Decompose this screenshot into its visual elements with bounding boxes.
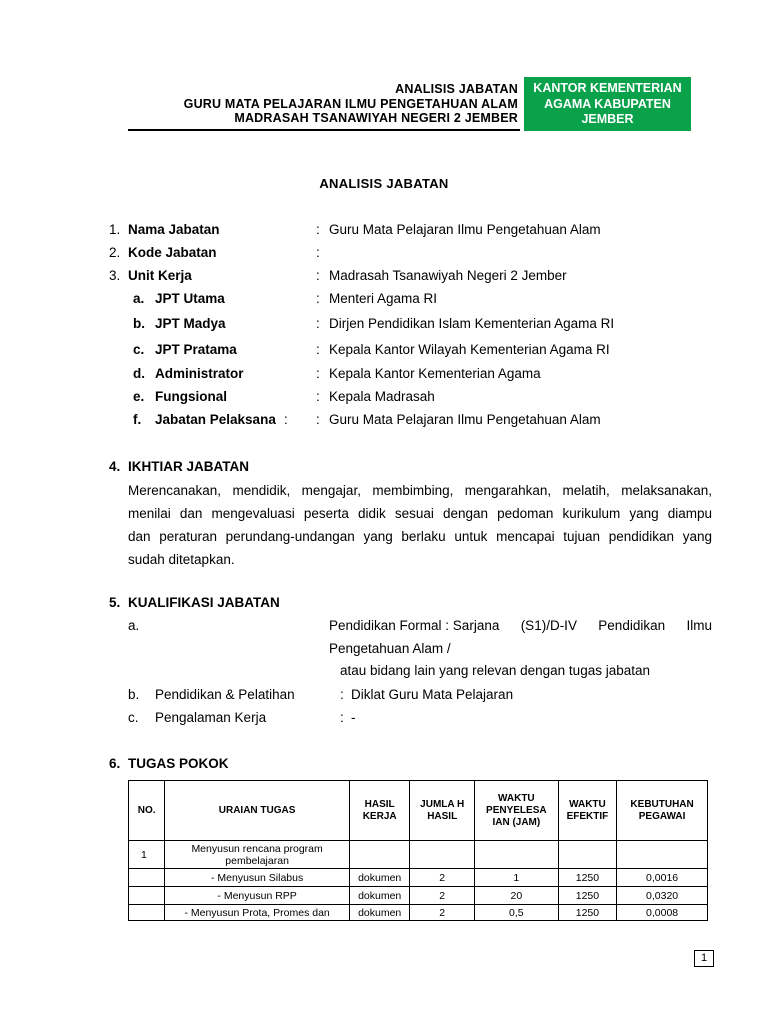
field-num: 1.: [109, 222, 121, 237]
table-cell: 0,0016: [617, 869, 708, 887]
column-header: NO.: [129, 781, 165, 841]
institution-line-2: AGAMA KABUPATEN: [544, 96, 671, 111]
table-cell: [558, 841, 617, 869]
subfield-sep-extra: :: [284, 412, 288, 427]
qualification-word: (S1)/D-IV: [520, 618, 577, 633]
subfield-sep: :: [316, 366, 320, 381]
field-label: Unit Kerja: [128, 268, 192, 283]
table-cell: dokumen: [349, 887, 410, 905]
subfield-label: Jabatan Pelaksana: [155, 412, 276, 427]
qualification-word: Pendidikan Formal : Sarjana: [329, 618, 500, 633]
column-header: URAIAN TUGAS: [165, 781, 350, 841]
table-cell: [129, 905, 165, 921]
table-cell: [617, 841, 708, 869]
table-cell: [474, 841, 558, 869]
table-cell: - Menyusun RPP: [165, 887, 350, 905]
qualification-a-label: a.: [128, 618, 140, 633]
qualification-c-sep: :: [340, 710, 344, 725]
section-heading-kualifikasi: KUALIFIKASI JABATAN: [128, 595, 280, 610]
institution-line-1: KANTOR KEMENTERIAN: [533, 81, 682, 95]
field-sep: :: [316, 268, 320, 283]
table-cell: 0,0320: [617, 887, 708, 905]
qualification-b-label: b.: [128, 687, 140, 702]
table-cell: 2: [410, 869, 475, 887]
subfield-label: JPT Pratama: [155, 342, 237, 357]
subfield-sep: :: [316, 412, 320, 427]
field-num: 3.: [109, 268, 121, 283]
table-cell: 1250: [558, 905, 617, 921]
page-title: ANALISIS JABATAN: [319, 176, 449, 191]
field-value: Madrasah Tsanawiyah Negeri 2 Jember: [329, 268, 567, 283]
subfield-label: JPT Utama: [155, 291, 225, 306]
table-cell: 0,5: [474, 905, 558, 921]
subfield-num: d.: [133, 366, 145, 381]
column-header: WAKTU PENYELESA IAN (JAM): [474, 781, 558, 841]
document-header: [150, 82, 518, 126]
subfield-label: Fungsional: [155, 389, 227, 404]
subfield-value: Dirjen Pendidikan Islam Kementerian Agama RI: [329, 316, 615, 331]
subfield-label: Administrator: [155, 366, 244, 381]
qualification-b-name: Pendidikan & Pelatihan: [155, 687, 295, 702]
table-row: [129, 905, 708, 921]
table-cell: Menyusun rencana program pembelajaran: [165, 841, 350, 869]
section-heading-tugas-pokok: TUGAS POKOK: [128, 756, 229, 771]
subfield-num: e.: [133, 389, 145, 404]
subfield-sep: :: [316, 389, 320, 404]
institution-line-3: JEMBER: [581, 112, 634, 126]
header-line-3: MADRASAH TSANAWIYAH NEGERI 2 JEMBER: [234, 111, 518, 125]
subfield-value: Guru Mata Pelajaran Ilmu Pengetahuan Alam: [329, 412, 601, 427]
column-header: WAKTU EFEKTIF: [558, 781, 617, 841]
subfield-value: Menteri Agama RI: [329, 291, 438, 306]
field-value: Guru Mata Pelajaran Ilmu Pengetahuan Alam: [329, 222, 601, 237]
subfield-sep: :: [316, 316, 320, 331]
header-divider: [128, 129, 520, 131]
table-row: [129, 869, 708, 887]
table-row: [129, 841, 708, 869]
subfield-value: Kepala Kantor Kementerian Agama: [329, 366, 541, 381]
table-cell: [349, 841, 410, 869]
qualification-a-line-1: [329, 618, 712, 633]
section-number: 6.: [109, 756, 121, 771]
section-number: 5.: [109, 595, 121, 610]
qualification-c-label: c.: [128, 710, 139, 725]
column-header: KEBUTUHAN PEGAWAI: [617, 781, 708, 841]
qualification-b-sep: :: [340, 687, 344, 702]
subfield-sep: :: [316, 342, 320, 357]
table-cell: [129, 869, 165, 887]
table-row: [129, 887, 708, 905]
field-sep: :: [316, 245, 320, 260]
paragraph-line: dan peraturan perundang-undangan yang berlaku untuk mencapai tujuan pendidikan yang: [128, 529, 712, 544]
field-num: 2.: [109, 245, 121, 260]
table-cell: 1: [474, 869, 558, 887]
table-cell: dokumen: [349, 869, 410, 887]
field-label: Kode Jabatan: [128, 245, 217, 260]
institution-box: [524, 77, 691, 131]
ikhtiar-paragraph: [128, 479, 712, 571]
table-cell: 1: [129, 841, 165, 869]
table-cell: 1250: [558, 887, 617, 905]
subfield-num: f.: [133, 412, 142, 427]
section-heading-ikhtiar: IKHTIAR JABATAN: [128, 459, 249, 474]
qualification-c-value: -: [351, 710, 356, 725]
subfield-num: a.: [133, 291, 145, 306]
subfield-value: Kepala Madrasah: [329, 389, 435, 404]
header-line-1: ANALISIS JABATAN: [395, 82, 518, 96]
table-cell: 0,0008: [617, 905, 708, 921]
paragraph-line: menilai dan mengevaluasi peserta didik sesuai dengan pedoman kurikulum yang diampu: [128, 506, 712, 521]
qualification-word: Pendidikan: [598, 618, 666, 633]
table-cell: - Menyusun Prota, Promes dan: [165, 905, 350, 921]
paragraph-line: sudah ditetapkan.: [128, 552, 235, 567]
table-cell: dokumen: [349, 905, 410, 921]
qualification-b-value: Diklat Guru Mata Pelajaran: [351, 687, 514, 702]
field-label: Nama Jabatan: [128, 222, 220, 237]
subfield-label: JPT Madya: [155, 316, 226, 331]
header-line-2: GURU MATA PELAJARAN ILMU PENGETAHUAN ALAM: [183, 96, 518, 111]
table-cell: 2: [410, 905, 475, 921]
table-cell: 1250: [558, 869, 617, 887]
table-cell: [410, 841, 475, 869]
tugas-pokok-table: [128, 780, 708, 921]
field-sep: :: [316, 222, 320, 237]
subfield-num: b.: [133, 316, 145, 331]
qualification-a-line-2: Pengetahuan Alam /: [329, 641, 451, 656]
table-cell: 20: [474, 887, 558, 905]
qualification-c-name: Pengalaman Kerja: [155, 710, 267, 725]
column-header: JUMLA H HASIL: [410, 781, 475, 841]
table-cell: [129, 887, 165, 905]
qualification-a-line-3: atau bidang lain yang relevan dengan tugas jabatan: [340, 663, 650, 678]
qualification-word: Ilmu: [686, 618, 712, 633]
page-number: 1: [694, 950, 714, 967]
table-cell: - Menyusun Silabus: [165, 869, 350, 887]
subfield-value: Kepala Kantor Wilayah Kementerian Agama RI: [329, 342, 610, 357]
table-header-row: [129, 781, 708, 841]
subfield-num: c.: [133, 342, 145, 357]
subfield-sep: :: [316, 291, 320, 306]
section-number: 4.: [109, 459, 121, 474]
paragraph-line: Merencanakan, mendidik, mengajar, membimbing, mengarahkan, melatih, melaksanakan,: [128, 483, 712, 498]
column-header: HASIL KERJA: [349, 781, 410, 841]
table-cell: 2: [410, 887, 475, 905]
